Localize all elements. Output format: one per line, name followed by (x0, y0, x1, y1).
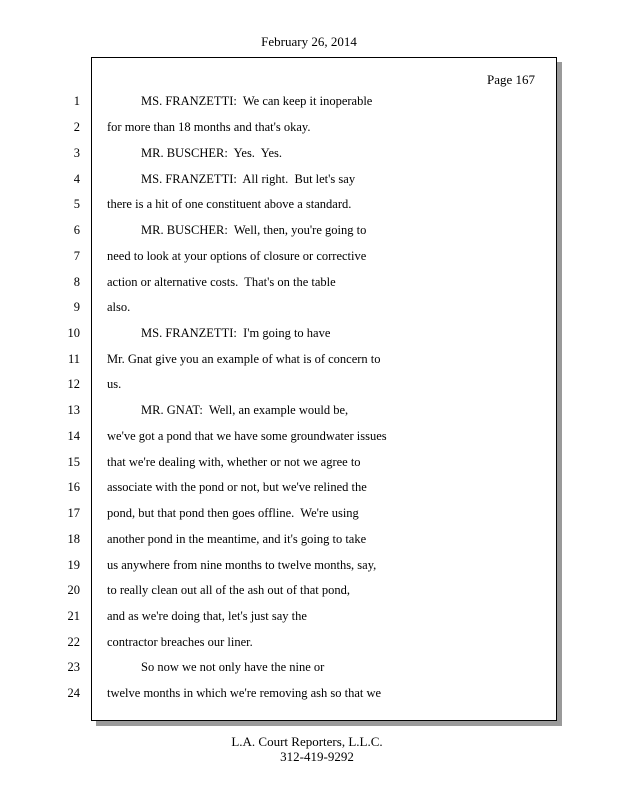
transcript-line: contractor breaches our liner. (107, 635, 253, 649)
line-number: 6 (73, 223, 80, 237)
transcript-line: MS. FRANZETTI: All right. But let's say (141, 172, 356, 186)
transcript-line: we've got a pond that we have some groundwater issues (107, 429, 387, 443)
line-number: 19 (67, 558, 80, 572)
line-number: 3 (73, 146, 80, 160)
line-number: 22 (67, 635, 80, 649)
footer-company: L.A. Court Reporters, L.L.C. (231, 734, 383, 749)
line-number: 21 (67, 609, 80, 623)
line-number: 10 (67, 326, 80, 340)
transcript-line: and as we're doing that, let's just say the (107, 609, 307, 623)
header-date: February 26, 2014 (261, 34, 357, 49)
transcript-line: twelve months in which we're removing ash so that we (107, 686, 382, 700)
footer-phone: 312-419-9292 (280, 749, 354, 764)
line-number: 20 (67, 583, 80, 597)
transcript-line: for more than 18 months and that's okay. (107, 120, 311, 134)
transcript-line: So now we not only have the nine or (141, 660, 325, 674)
transcript-line: pond, but that pond then goes offline. We're using (107, 506, 359, 520)
page-number: Page 167 (486, 72, 535, 87)
transcript-line: to really clean out all of the ash out of that pond, (107, 583, 350, 597)
line-number: 8 (73, 275, 80, 289)
transcript-line: us anywhere from nine months to twelve months, say, (107, 558, 377, 572)
transcript-line: need to look at your options of closure or corrective (107, 249, 367, 263)
line-number: 16 (67, 480, 80, 494)
line-number: 1 (73, 94, 80, 108)
transcript-line: another pond in the meantime, and it's going to take (107, 532, 367, 546)
transcript-line: that we're dealing with, whether or not we agree to (107, 455, 361, 469)
line-number: 2 (73, 120, 80, 134)
line-number: 4 (73, 172, 80, 186)
transcript-line: MR. GNAT: Well, an example would be, (141, 403, 349, 417)
transcript-line: MR. BUSCHER: Yes. Yes. (141, 146, 283, 160)
line-number: 23 (67, 660, 80, 674)
line-number: 18 (67, 532, 80, 546)
transcript-line: associate with the pond or not, but we've relined the (107, 480, 367, 494)
transcript-line: MR. BUSCHER: Well, then, you're going to (141, 223, 367, 237)
line-number: 14 (67, 429, 80, 443)
line-number: 24 (67, 686, 80, 700)
line-number: 7 (73, 249, 80, 263)
transcript-line: us. (107, 377, 122, 391)
line-number: 11 (67, 352, 80, 366)
transcript-line: Mr. Gnat give you an example of what is of concern to (107, 352, 381, 366)
transcript-line: there is a hit of one constituent above a standard. (107, 197, 352, 211)
transcript-line: also. (107, 300, 131, 314)
line-number: 17 (67, 506, 80, 520)
line-number: 15 (67, 455, 80, 469)
line-number: 9 (73, 300, 80, 314)
transcript-line: action or alternative costs. That's on the table (107, 275, 336, 289)
transcript-line: MS. FRANZETTI: We can keep it inoperable (141, 94, 373, 108)
transcript-line: MS. FRANZETTI: I'm going to have (141, 326, 331, 340)
line-number: 5 (73, 197, 80, 211)
line-number: 12 (67, 377, 80, 391)
line-number: 13 (67, 403, 80, 417)
